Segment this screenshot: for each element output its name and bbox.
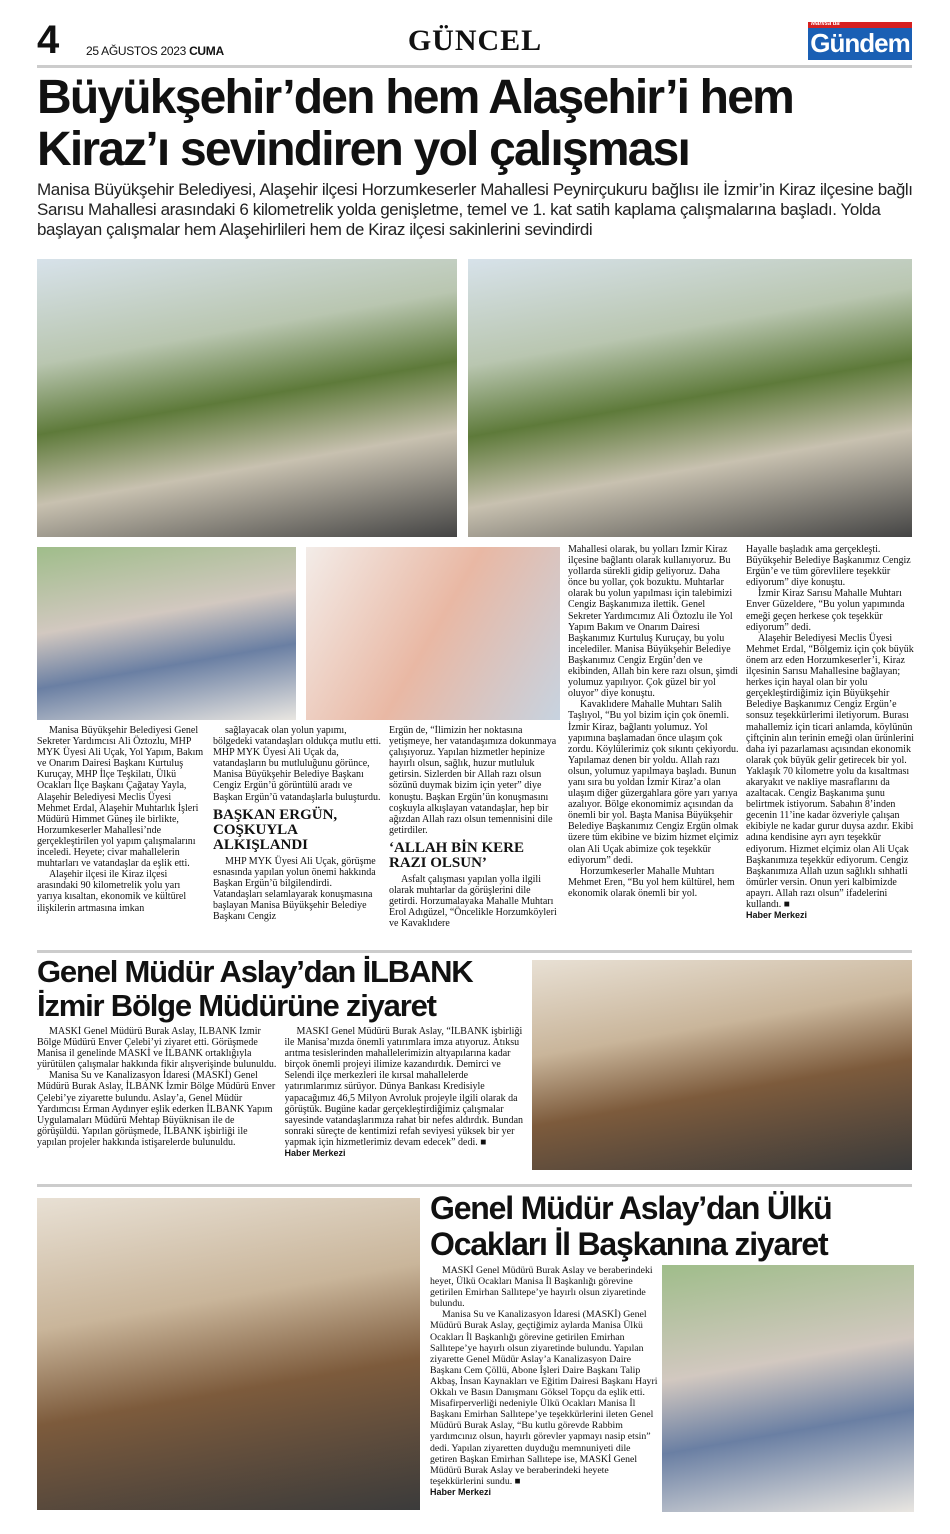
section-title: GÜNCEL bbox=[407, 24, 543, 57]
article1-col5 bbox=[746, 544, 914, 947]
byline: Haber Merkezi bbox=[430, 1486, 492, 1497]
deck-1: Manisa Büyükşehir Belediyesi, Alaşehir ilçesi Horzumkeserler Mahallesi Peynirçukuru bağlısı ile İzmir’in Kiraz ilçesine bağlı Sarısu Mahallesi arasındaki 6 kilometrelik yolda genişletme, temel ve 1. kat satih kaplama çalışmalarına başladı. Yolda başlayan çalışmalar hem Alaşehirlileri hem de Kiraz ilçesi sakinlerini sevindirdi bbox=[37, 180, 913, 239]
paragraph: MHP MYK Üyesi Ali Uçak, görüşme esnasında yapılan yolun önemi hakkında Başkan Ergün’ü bilgilendirdi. Vatandaşları selamlayarak konuşmasına başlayan Manisa Büyükşehir Belediye Başkanı Cengiz bbox=[213, 855, 376, 923]
paragraph: Mahallesi olarak, bu yolları İzmir Kiraz ilçesine bağlantı olarak kullanıyoruz. Bu yollarda sürekli gidip geliyoruz. Daha önce bu yollar, çok bozuktu. Muhtarlar olarak bu yolun yapılması için talebimizi Cengiz Başkanımıza ilettik. Genel Sekreter Yardımcımız Ali Öztozlu ile Yol Yapım Bakım ve Onarım Dairesi Başkanımız Kurtuluş Kuruçay, bu yolu incelediler. Manisa Büyükşehir Belediye Başkanımız Cengiz Ergün’den ve ekibinden, Allah bin kere razı olsun, şimdi yolumuz yapılıyor. Çok güzel bir yol oluyor” diye konuştu. bbox=[568, 544, 738, 700]
article1-col4 bbox=[568, 544, 739, 947]
date-text: 25 AĞUSTOS 2023 bbox=[86, 44, 187, 58]
paragraph: MASKİ Genel Müdürü Burak Aslay, “İLBANK işbirliği ile Manisa’mızda önemli yatırımlara imza atıyoruz. Atıksu arıtma tesislerinden mahallelerimizin altyapılarına kadar birçok önemli projeyi ilimize kazandırdık. Demirci ve Selendi ilçe merkezleri ile kırsal mahallelerde yatırımlarımız sürüyor. Dünya Bankası Kredisiyle yapacağımız 46,5 Milyon Avroluk projeyle ilgili olarak da görüştük. Bugüne kadar gerçekleştirdiğimiz çalışmalar sayesinde vatandaşlarımıza rahat bir nefes aldırdık. Bundan sonraki süreçte de kentimizi refah seviyesi yüksek bir yer yapmak için hizmetlerimiz devam edecek” dedi. ■ bbox=[284, 1026, 524, 1148]
article2 bbox=[37, 955, 525, 1177]
paragraph: Alaşehir ilçesi ile Kiraz ilçesi arasındaki 90 kilometrelik yolu yarı yarıya kısaltan, ekonomik ve kültürel ilişkilerin artmasına imkan bbox=[37, 869, 187, 914]
photo-asphalt-tanker bbox=[468, 259, 912, 537]
article1-col3 bbox=[389, 725, 559, 947]
article-divider bbox=[37, 1184, 912, 1187]
paragraph: Kavaklıdere Mahalle Muhtarı Salih Taşlıyol, “Bu yol bizim için çok önemli. İzmir Kiraz, bağlantı yolumuz. Yol yapımına başlamadan önce ulaşım çok zordu. Köylülerimiz çok sıkıntı çekiyordu. Yapılamaz denen bir yoldu. Allah razı olsun, yolumuz yapılmaya başladı. Bunun yanı sıra bu yoldan İzmir Kiraz’a olan ulaşım diğer güzergahlara göre yarı yarıya azalıyor. Bölge ekonomimiz açısından da önemli bir yol. Başta Manisa Büyükşehir Belediye Başkanımız Cengiz Ergün olmak üzere tüm ekibine ve bizim hizmet elçimiz olan Ali Uçak abimize çok teşekkür ediyorum” dedi. bbox=[568, 699, 739, 866]
article3-row bbox=[430, 1265, 914, 1512]
article3-body bbox=[430, 1265, 658, 1512]
paragraph: Ergün de, “İlimizin her noktasına yetişmeye, her vatandaşımıza dokunmaya çalışıyoruz. Yapılan hizmetler hepinize hayırlı olsun, sağlık, huzur mutluluk getirsin. Sizlerden bir Allah razı olsun sözünü duymak bizim için yeter” diye konuştu. Başkan Ergün’ün konuşmasını coşkuyla alkışlayan vatandaşlar, hep bir ağızdan Allah razı olsun temennisini dile getirdiler. bbox=[389, 725, 557, 836]
paragraph: MASKİ Genel Müdürü Burak Aslay, İLBANK İzmir Bölge Müdürü Enver Çelebi’yi ziyaret etti. Görüşmede Manisa il genelinde MASKİ ve İLBANK ortaklığıyla yürütülen çalışmalar hakkında fikir alışverişinde bulunuldu. bbox=[37, 1026, 277, 1071]
photo-dump-truck bbox=[37, 259, 457, 537]
photo-ulku-ocaklari-meeting bbox=[37, 1198, 420, 1510]
paragraph: MASKİ Genel Müdürü Burak Aslay ve beraberindeki heyet, Ülkü Ocakları Manisa İl Başkanlığı görevine getirilen Emirhan Sallıtepe’ye hayırlı olsun ziyaretinde bulundu. bbox=[430, 1265, 653, 1310]
paragraph: Manisa Su ve Kanalizasyon İdaresi (MASKİ) Genel Müdürü Burak Aslay, İLBANK İzmir Bölge Müdürü Enver Çelebi’ye ziyarette bulundu. Aslay’a, Genel Müdür Yardımcısı Erman Aydınyer eşlik ederken İLBANK Yapım Uygulamaları Müdürü Mehtap Büyüknisan ile de görüşüldü. Yapılan görüşmede, İLBANK işbirliği ile yapılan projeler hakkında istişarelerde bulunuldu. bbox=[37, 1070, 276, 1148]
paragraph: Horzumkeserler Mahalle Muhtarı Mehmet Eren, “Bu yol hem kültürel, hem ekonomik olarak önemli bir yol. bbox=[568, 865, 735, 899]
subheading: ‘ALLAH BİN KERE RAZI OLSUN’ bbox=[389, 839, 525, 871]
article3 bbox=[430, 1190, 914, 1512]
paragraph: Hayalle başladık ama gerçekleşti. Büyükşehir Belediye Başkanımız Cengiz Ergün’e ve tüm görevlilere teşekkür ediyorum” diye konuştu. bbox=[746, 544, 911, 589]
byline: Haber Merkezi bbox=[746, 910, 808, 921]
issue-date bbox=[86, 44, 224, 58]
byline: Haber Merkezi bbox=[284, 1148, 346, 1159]
article2-col1 bbox=[37, 1026, 278, 1177]
paragraph: Asfalt çalışması yapılan yolla ilgili olarak muhtarlar da görüşlerini dile getirdi. Horzumalayaka Mahalle Muhtarı Erol Adıgüzel, “Öncelikle Horzumköyleri ve Kavaklıdere bbox=[389, 873, 557, 930]
newspaper-logo bbox=[808, 22, 912, 60]
page-number: 4 bbox=[37, 18, 60, 62]
logo-text: Gündem bbox=[810, 28, 910, 58]
paragraph: Manisa Büyükşehir Belediyesi Genel Sekreter Yardımcısı Ali Öztozlu, MHP MYK Üyesi Ali Uçak, Yol Yapım, Bakım ve Onarım Dairesi Başkanı Kurtuluş Kuruçay, MHP İlçe Teşkilatı, Ülkü Ocakları İlçe Başkanı Çağatay Yayla, Alaşehir Belediyesi Meclis Üyesi Mehmet Erdal, Alaşehir Muhtarlık İşleri Müdürü Himmet Güneş ile birlikte, Horzumkeserler Mahallesi’nde gerçekleştirilen yol yapım çalışmalarını inceledi. Heyete; civar mahallelerin muhtarları ve vatandaşlar da eşlik etti. bbox=[37, 725, 204, 870]
day-text: CUMA bbox=[189, 44, 224, 58]
subheading: BAŞKAN ERGÜN, COŞKUYLA ALKIŞLANDI bbox=[213, 806, 338, 853]
article1-col2 bbox=[213, 725, 381, 947]
headline-2: Genel Müdür Aslay’dan İLBANK İzmir Bölge Müdürüne ziyaret bbox=[37, 954, 473, 1023]
header-divider bbox=[37, 65, 912, 68]
headline-3: Genel Müdür Aslay’dan Ülkü Ocakları İl Başkanına ziyaret bbox=[430, 1190, 832, 1262]
photo-video-call bbox=[306, 547, 560, 720]
logo-tagline: Manisa'da bbox=[811, 21, 840, 27]
headline-1: Büyükşehir’den hem Alaşehir’i hem Kiraz’ı sevindiren yol çalışması bbox=[37, 72, 793, 176]
photo-crowd-applauding bbox=[37, 547, 296, 720]
paragraph: İzmir Kiraz Sarısu Mahalle Muhtarı Enver Güzeldere, “Bu yolun yapımında emeği geçen herkese çok teşekkür ediyorum” dedi. bbox=[746, 588, 905, 633]
article2-columns bbox=[37, 1026, 525, 1177]
photo-group bbox=[662, 1265, 914, 1512]
paragraph: Alaşehir Belediyesi Meclis Üyesi Mehmet Erdal, “Bölgemiz için çok büyük önem arz eden Horzumkeserler’i, Kiraz ilçesinin Sarısu Mahallesine bağlayan; herkes için hayal olan bir yolu gerçekleştirdiğimiz için Büyükşehir Belediye Başkanımız Cengiz Ergün’e sonsuz teşekkürlerimi iletiyorum. Burası mahallemiz için ticari anlamda, köylünün çiftçinin alın terinin emeği olan ürünlerini daha iyi pazarlaması açısından ekonomik olarak çok büyük gelir getirecek bir yol. Yaklaşık 70 kilometre yolu da kısaltması akaryakıt ve nakliye masraflarını da azaltacak. Cengiz Başkanıma şunu belirtmek istiyorum. Sabahın 8’inden gecenin 11’ine kadar özveriyle çalışan ekibiyle ne kadar gurur duysa azdır. Ekibi adına kendisine ayrı ayrı teşekkür ediyorum. Hizmet elçimiz olan Ali Uçak Başkanımıza teşekkür ediyorum. Cengiz Başkanımıza Allah uzun sağlıklı sıhhatli ömürler versin. Onun yeri kalbimizde apayrı. Allah razı olsun” ifadelerini kullandı. ■ bbox=[746, 632, 914, 910]
article-divider bbox=[37, 950, 912, 953]
article2-col2 bbox=[285, 1026, 526, 1177]
paragraph: sağlayacak olan yolun yapımı, bölgedeki vatandaşları oldukça mutlu etti. MHP MYK Üyesi Ali Uçak da, vatandaşların bu mutluluğunu görünce, Manisa Büyükşehir Belediye Başkanı Cengiz Ergün’ü görüntülü aradı ve Başkan Ergün’ü vatandaşlarla buluşturdu. bbox=[213, 725, 381, 803]
article1-header bbox=[37, 72, 917, 254]
article1-col1 bbox=[37, 725, 205, 947]
photo-ilbank-visit bbox=[532, 960, 912, 1170]
paragraph: Manisa Su ve Kanalizasyon İdaresi (MASKİ) Genel Müdürü Burak Aslay, geçtiğimiz aylarda Manisa Ülkü Ocakları İl Başkanlığı görevine getirilen Emirhan Sallıtepe’ye hayırlı olsun ziyaretinde bulundu. Yapılan ziyarette Genel Müdür Aslay’a Kanalizasyon Daire Başkanı Cem Çöllü, Abone İşleri Daire Başkanı Talip Akbaş, İnsan Kaynakları ve Eğitim Dairesi Başkanı Hayri Okkalı ve Basın Danışmanı Göksel Topçu da eşlik etti. Misafirperverliği nedeniyle Ülkü Ocakları Manisa İl Başkanı Emirhan Sallıtepe’ye teşekkürlerini ileten Genel Müdürü Burak Aslay, “Bu kutlu görevde Rabbim yardımcınız olsun, hayırlı görevler yapmayı nasip etsin” dedi. Yapılan ziyaretten duyduğu memnuniyeti dile getiren Başkan Emirhan Sallıtepe ise, MASKİ Genel Müdürü Burak Aslay ve beraberindeki heyete teşekkürlerini sundu. ■ bbox=[430, 1309, 658, 1487]
